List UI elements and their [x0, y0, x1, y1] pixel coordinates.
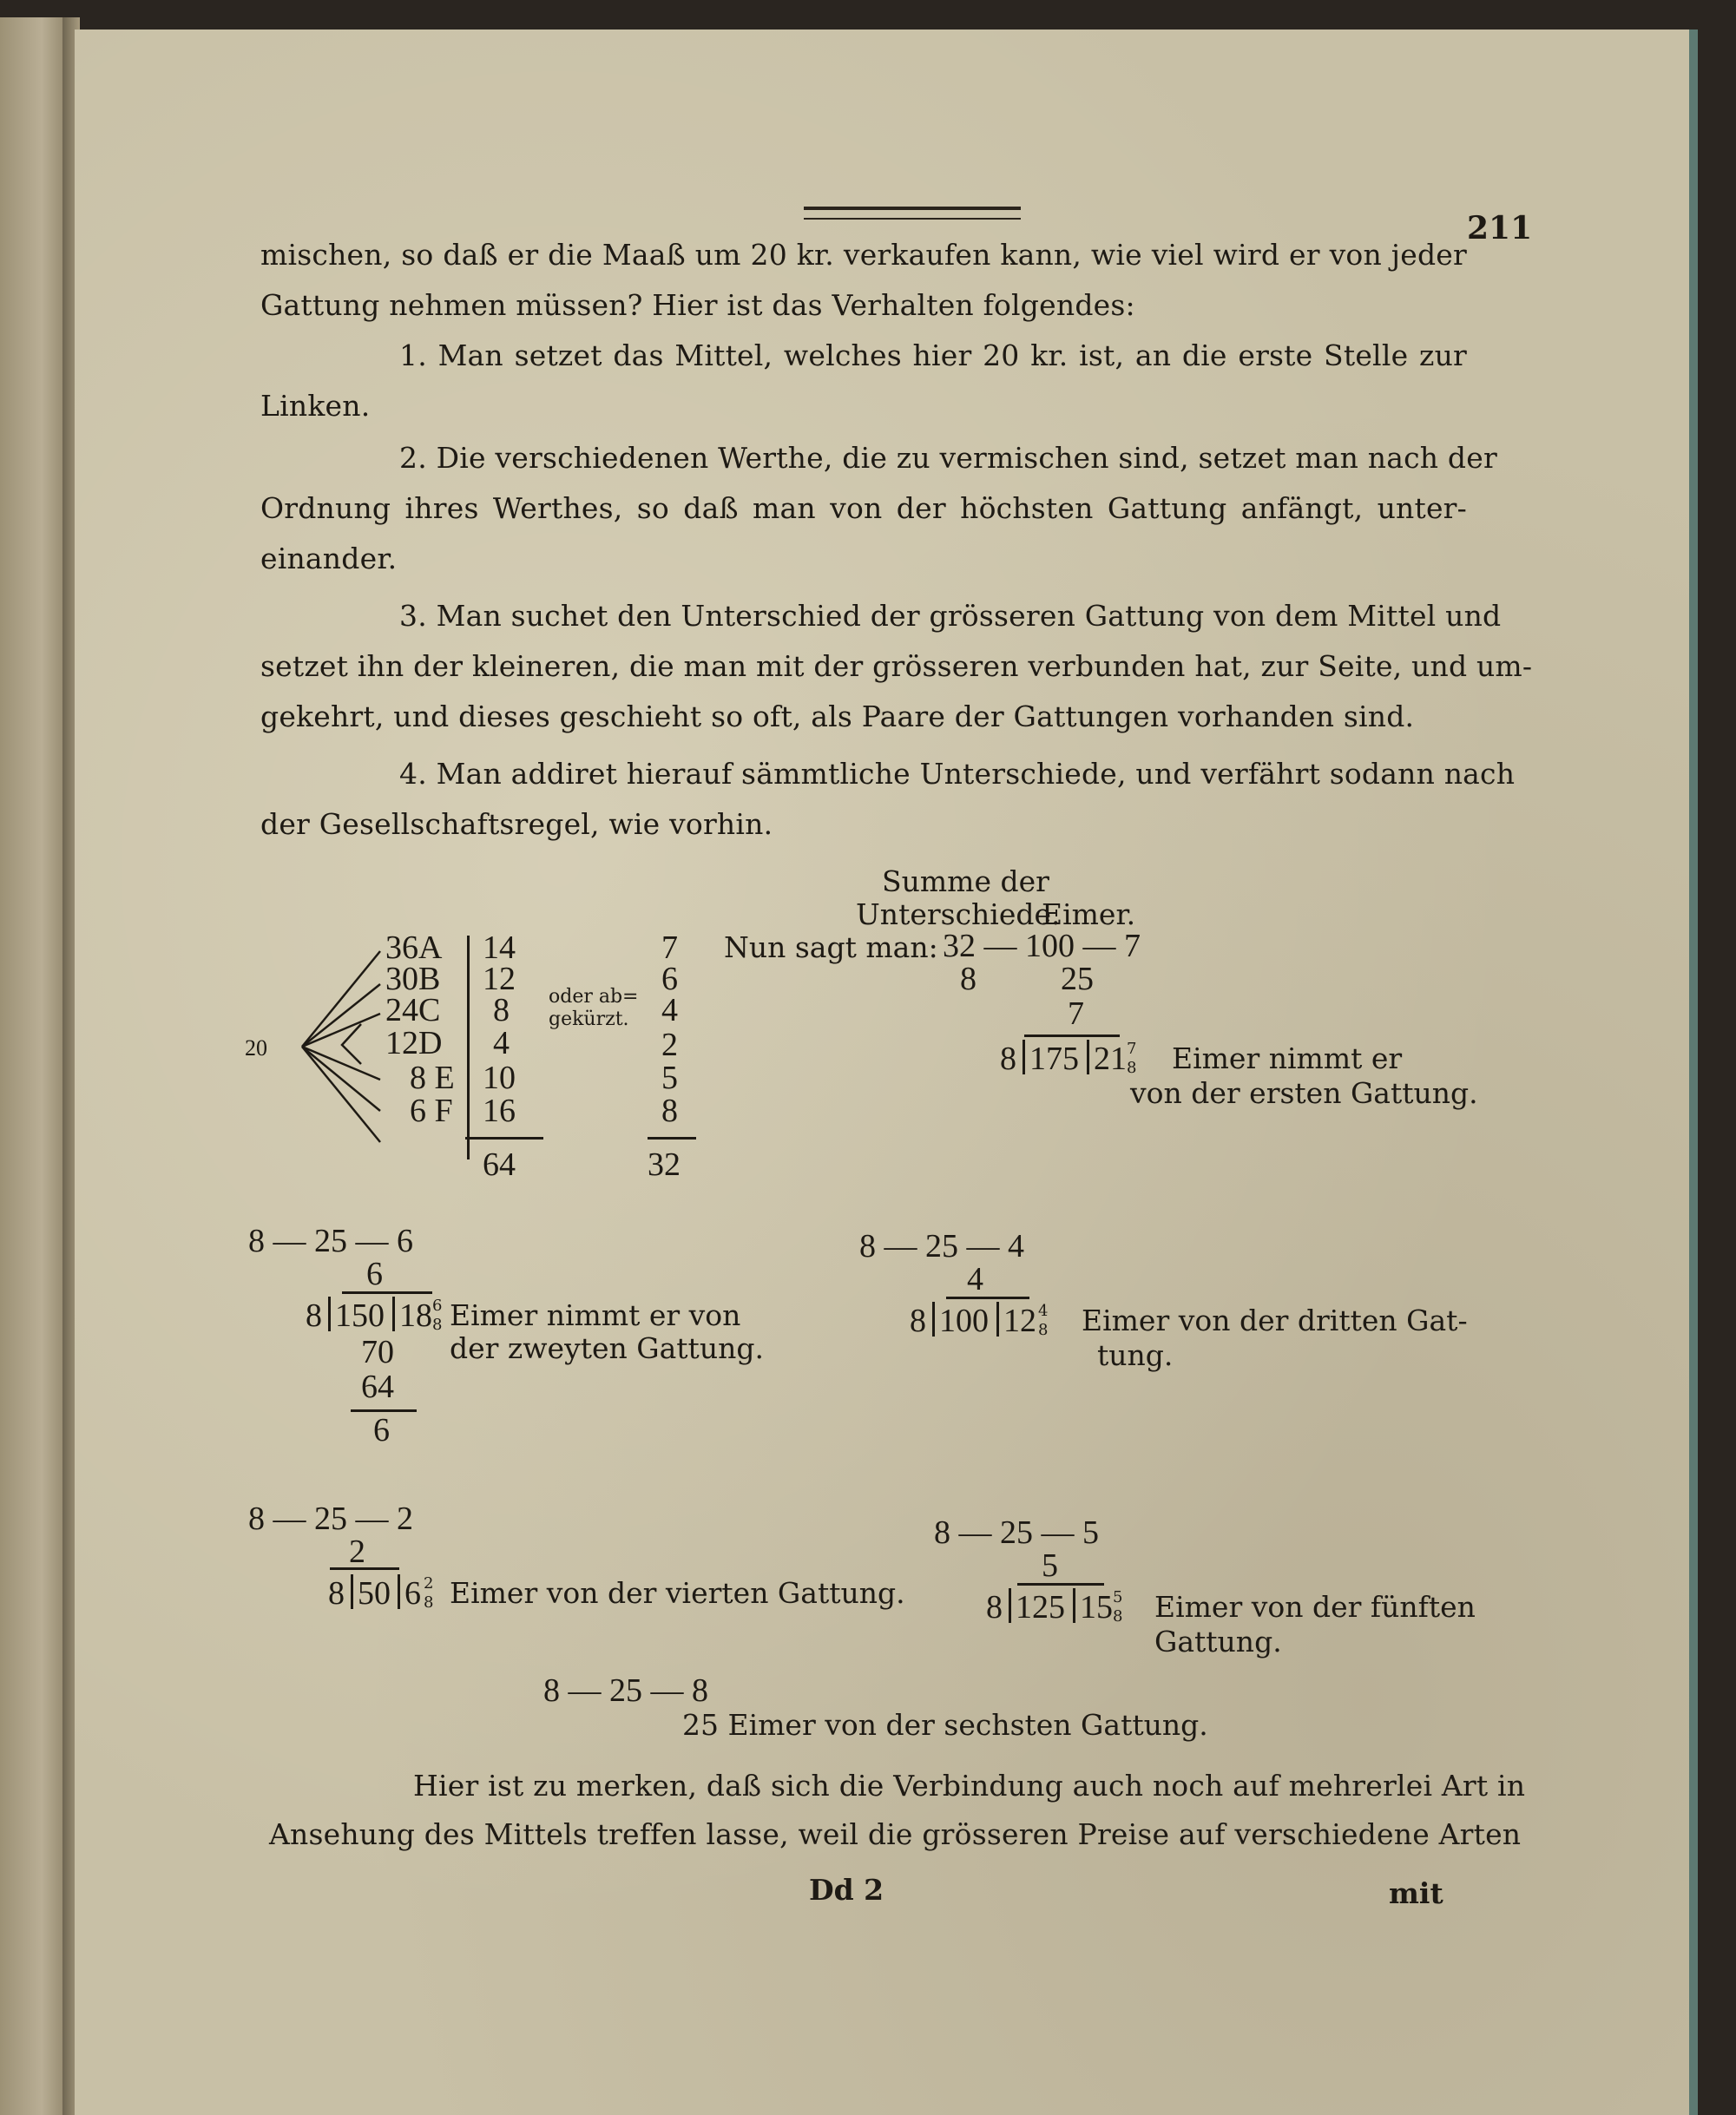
scheme-short: 7 [661, 929, 678, 966]
scheme-label: 30B [385, 961, 441, 997]
multiplier: 7 [1068, 995, 1084, 1032]
mittel-value: 20 [245, 1035, 267, 1061]
fraction-den: 8 [1038, 1321, 1049, 1339]
abbrev-note: gekürzt. [549, 1008, 629, 1030]
scheme-diff: 14 [483, 929, 516, 966]
result: 15 [1080, 1589, 1113, 1626]
scheme-label: 12D [385, 1025, 443, 1061]
remainder: 64 [361, 1369, 394, 1405]
result-text: von der ersten Gattung. [1130, 1076, 1478, 1110]
page-number: 211 [1467, 210, 1533, 246]
calc-rule [330, 1567, 399, 1570]
scheme-diff-sum: 64 [483, 1146, 516, 1183]
header-label: Unterschiede. [856, 897, 1061, 931]
scheme-label: 36A [385, 929, 443, 966]
text-line: Gattung nehmen müssen? Hier ist das Verhalten folgendes: [260, 288, 1135, 322]
result: 18 [399, 1297, 432, 1334]
result: 21 [1094, 1041, 1127, 1077]
divisor: 8 [986, 1589, 1003, 1626]
division-bar [1087, 1040, 1089, 1074]
proportion-terms: 8 — 25 — 2 [248, 1501, 413, 1537]
reduced-term: 8 [960, 961, 976, 997]
proportion-terms: 32 — 100 — 7 [943, 928, 1141, 964]
text-line: 1. Man setzet das Mittel, welches hier 20 kr. ist, an die erste Stelle zur [399, 338, 1467, 372]
scheme-diff: 4 [493, 1025, 510, 1061]
scheme-short: 8 [661, 1093, 678, 1129]
proportion-terms: 8 — 25 — 5 [934, 1514, 1099, 1551]
result-text: 25 Eimer von der sechsten Gattung. [682, 1708, 1208, 1742]
product: 125 [1016, 1589, 1065, 1626]
division-bar [1009, 1588, 1011, 1623]
scheme-label: 6 F [410, 1093, 453, 1129]
result-text: Eimer von der vierten Gattung. [450, 1576, 905, 1610]
proportion-terms: 8 — 25 — 4 [859, 1228, 1024, 1264]
facing-page-edge [0, 17, 69, 2115]
scheme-label: 24C [385, 992, 441, 1028]
result-text: Eimer nimmt er von [450, 1298, 741, 1332]
product: 50 [358, 1575, 391, 1612]
calc-rule [1024, 1035, 1120, 1037]
fraction-num: 7 [1127, 1040, 1137, 1058]
text-line: 4. Man addiret hierauf sämmtliche Unterschiede, und verfährt sodann nach [399, 757, 1516, 791]
calc-rule [1017, 1583, 1104, 1586]
abbrev-note: oder ab= [549, 986, 639, 1008]
calc-rule [342, 1291, 432, 1294]
division-bar [1023, 1040, 1025, 1074]
result-text: der zweyten Gattung. [450, 1331, 764, 1365]
scheme-short-sum: 32 [648, 1146, 681, 1183]
divisor: 8 [328, 1575, 345, 1612]
result-text: Gattung. [1154, 1625, 1282, 1659]
scheme-short: 4 [661, 992, 678, 1028]
scheme-diff: 12 [483, 961, 516, 997]
remainder: 70 [361, 1334, 394, 1370]
text-line: Ansehung des Mittels treffen lasse, weil die grösseren Preise auf verschiedene Arten [269, 1817, 1522, 1851]
division-bar [996, 1302, 999, 1337]
scheme-short: 6 [661, 961, 678, 997]
proportion-terms: 8 — 25 — 8 [543, 1672, 708, 1709]
catchword: mit [1389, 1876, 1443, 1910]
text-line: setzet ihn der kleineren, die man mit der grösseren verbunden hat, zur Seite, und um- [260, 649, 1533, 683]
header-unit: Eimer. [1042, 897, 1136, 931]
fraction-den: 8 [1113, 1607, 1123, 1626]
text-line: mischen, so daß er die Maaß um 20 kr. verkaufen kann, wie viel wird er von jeder [260, 238, 1467, 272]
text-line: der Gesellschaftsregel, wie vorhin. [260, 807, 773, 841]
fraction-num: 4 [1038, 1302, 1049, 1320]
calc-rule [946, 1297, 1029, 1299]
text-line: 3. Man suchet den Unterschied der grösseren Gattung von dem Mittel und [399, 599, 1502, 633]
text-line: gekehrt, und dieses geschieht so oft, als Paare der Gattungen vorhanden sind. [260, 700, 1415, 733]
division-bar [398, 1574, 400, 1609]
scheme-divider [467, 936, 470, 1159]
sum-rule [648, 1137, 696, 1140]
product: 150 [335, 1297, 385, 1334]
fraction-den: 8 [1127, 1059, 1137, 1077]
scheme-diff: 16 [483, 1093, 516, 1129]
multiplier: 5 [1042, 1547, 1058, 1584]
proportion-terms: 8 — 25 — 6 [248, 1223, 413, 1259]
division-bar [932, 1302, 935, 1337]
fraction-den: 8 [424, 1593, 434, 1612]
multiplier: 2 [349, 1534, 365, 1570]
divisor: 8 [1000, 1041, 1016, 1077]
division-bar [351, 1574, 353, 1609]
scheme-short: 2 [661, 1027, 678, 1063]
fraction-den: 8 [432, 1316, 443, 1334]
sum-rule [465, 1137, 543, 1140]
scheme-short: 5 [661, 1060, 678, 1096]
header-label: Summe der [882, 864, 1049, 898]
text-line: Linken. [260, 389, 371, 423]
multiplier: 6 [366, 1256, 383, 1292]
fraction-num: 6 [432, 1297, 443, 1315]
text-line: einander. [260, 542, 398, 575]
divisor: 8 [306, 1297, 322, 1334]
division-bar [392, 1297, 395, 1331]
scheme-diff: 10 [483, 1060, 516, 1096]
scheme-label: 8 E [410, 1060, 455, 1096]
product: 100 [939, 1303, 989, 1339]
multiplier: 4 [967, 1261, 983, 1297]
divisor: 8 [910, 1303, 926, 1339]
result: 12 [1003, 1303, 1036, 1339]
result: 6 [404, 1575, 421, 1612]
book-page [75, 30, 1698, 2115]
intro-text: Nun sagt man: [724, 930, 938, 964]
result-text: Eimer nimmt er [1172, 1041, 1403, 1075]
text-line: 2. Die verschiedenen Werthe, die zu vermischen sind, setzet man nach der [399, 441, 1497, 475]
result-text: tung. [1097, 1338, 1174, 1372]
result-text: Eimer von der dritten Gat- [1082, 1304, 1468, 1337]
fraction-num: 2 [424, 1574, 434, 1593]
product: 175 [1029, 1041, 1079, 1077]
remainder: 6 [373, 1412, 390, 1448]
fraction-num: 5 [1113, 1588, 1123, 1606]
result-text: Eimer von der fünften [1154, 1590, 1476, 1624]
division-bar [328, 1297, 331, 1331]
text-line: Hier ist zu merken, daß sich die Verbindung auch noch auf mehrerlei Art in [413, 1769, 1526, 1803]
signature-mark: Dd 2 [809, 1873, 884, 1907]
reduced-term: 25 [1061, 961, 1094, 997]
scheme-diff: 8 [493, 992, 510, 1028]
division-bar [1073, 1588, 1075, 1623]
text-line: Ordnung ihres Werthes, so daß man von der höchsten Gattung anfängt, unter- [260, 491, 1467, 525]
